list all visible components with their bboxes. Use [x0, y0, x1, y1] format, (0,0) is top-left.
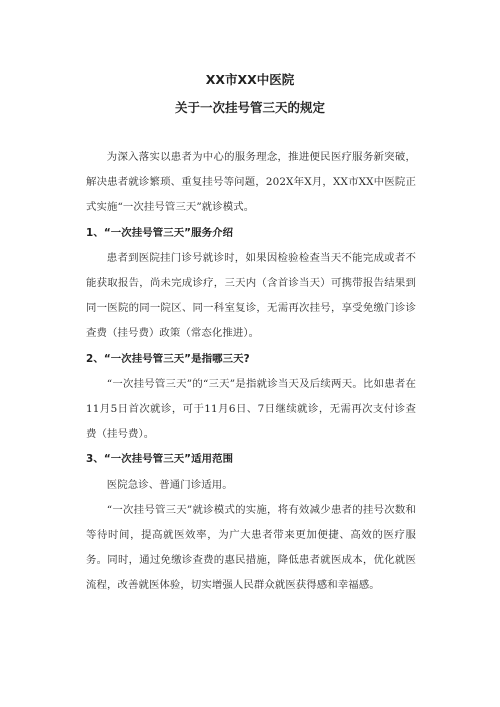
section-1-paragraph: 患者到医院挂门诊号就诊时，如果因检验检查当天不能完成或者不能获取报告，尚未完成诊疗，三天内（含首诊当天）可携带报告结果到同一医院的同一院区、同一科室复诊，无需再次挂号，享受免缴门诊诊查费（挂号费）政策（常态化推进）。 — [86, 251, 416, 340]
section-1-heading: 1、“一次挂号管三天”服务介绍 — [86, 226, 234, 239]
document-body — [86, 145, 416, 599]
section-2-heading: 2、“一次挂号管三天”是指哪三天? — [86, 352, 250, 365]
section-3-paragraph: 医院急诊、普通门诊适用。 — [106, 478, 233, 491]
document-title: 关于一次挂号管三天的规定 — [174, 100, 325, 115]
section-2-paragraph: “一次挂号管三天”的“三天”是指就诊当天及后续两天。比如患者在11月5日首次就诊，可于11月6日、7日继续就诊，无需再次支付诊查费（挂号费）。 — [86, 377, 416, 441]
hospital-name: XX市XX中医院 — [205, 72, 295, 87]
intro-paragraph: 为深入落实以患者为中心的服务理念，推进便民医疗服务新突破，解决患者就诊繁琐、重复挂号等问题，202X年X月，XX市XX中医院正式实施“一次挂号管三天”就诊模式。 — [86, 151, 416, 214]
section-3-heading: 3、“一次挂号管三天”适用范围 — [86, 453, 234, 466]
conclusion-paragraph: “一次挂号管三天”就诊模式的实施，将有效减少患者的挂号次数和等待时间，提高就医效率，为广大患者带来更加便捷、高效的医疗服务。同时，通过免缴诊查费的惠民措施，降低患者就医成本，优化就医流程，改善就医体验，切实增强人民群众就医获得感和幸福感。 — [86, 503, 416, 592]
